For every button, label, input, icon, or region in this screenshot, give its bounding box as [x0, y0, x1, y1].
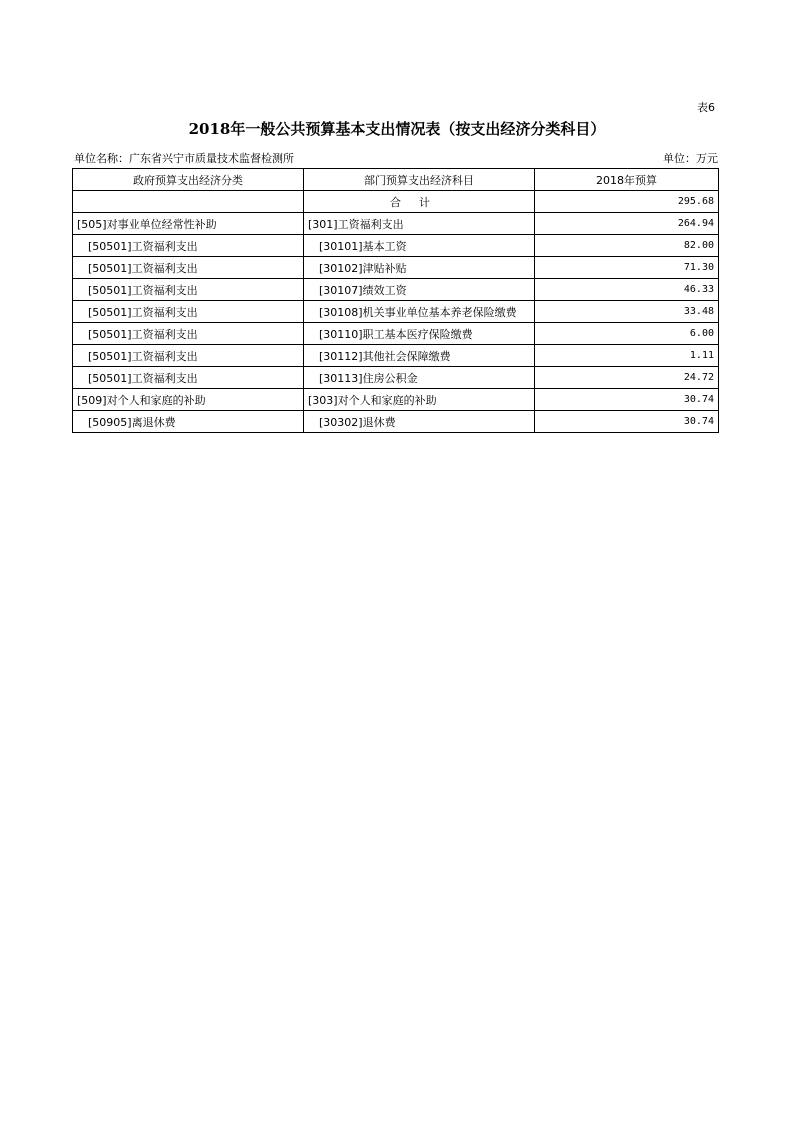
budget-amount-cell: 1.11 — [535, 345, 719, 367]
dept-subject-cell: [30113]住房公积金 — [304, 367, 535, 389]
dept-subject-cell: [303]对个人和家庭的补助 — [304, 389, 535, 411]
dept-subject-cell: [30102]津贴补贴 — [304, 257, 535, 279]
budget-table — [72, 168, 719, 433]
gov-classification-cell: [50501]工资福利支出 — [73, 235, 304, 257]
total-empty-cell — [73, 191, 304, 213]
budget-amount-cell: 33.48 — [535, 301, 719, 323]
document-title: 2018年一般公共预算基本支出情况表（按支出经济分类科目） — [188, 120, 606, 138]
total-row — [73, 191, 719, 213]
unit-info-row — [74, 150, 718, 166]
dept-subject-cell: [301]工资福利支出 — [304, 213, 535, 235]
dept-subject-cell: [30107]绩效工资 — [304, 279, 535, 301]
total-value: 295.68 — [535, 191, 719, 213]
table-row — [73, 279, 719, 301]
table-row — [73, 213, 719, 235]
dept-subject-cell: [30101]基本工资 — [304, 235, 535, 257]
gov-classification-cell: [509]对个人和家庭的补助 — [73, 389, 304, 411]
budget-amount-cell: 30.74 — [535, 389, 719, 411]
table-row — [73, 411, 719, 433]
table-row — [73, 389, 719, 411]
gov-classification-cell: [50501]工资福利支出 — [73, 257, 304, 279]
budget-amount-cell: 6.00 — [535, 323, 719, 345]
table-row — [73, 323, 719, 345]
table-number: 表6 — [697, 101, 715, 114]
budget-amount-cell: 82.00 — [535, 235, 719, 257]
gov-classification-cell: [50501]工资福利支出 — [73, 367, 304, 389]
header-budget-2018: 2018年预算 — [535, 169, 719, 191]
gov-classification-cell: [505]对事业单位经常性补助 — [73, 213, 304, 235]
budget-amount-cell: 24.72 — [535, 367, 719, 389]
budget-amount-cell: 46.33 — [535, 279, 719, 301]
table-header-row — [73, 169, 719, 191]
table-row — [73, 257, 719, 279]
dept-subject-cell: [30108]机关事业单位基本养老保险缴费 — [304, 301, 535, 323]
dept-subject-cell: [30302]退休费 — [304, 411, 535, 433]
gov-classification-cell: [50905]离退休费 — [73, 411, 304, 433]
dept-subject-cell: [30110]职工基本医疗保险缴费 — [304, 323, 535, 345]
gov-classification-cell: [50501]工资福利支出 — [73, 279, 304, 301]
table-row — [73, 301, 719, 323]
table-row — [73, 235, 719, 257]
budget-amount-cell: 30.74 — [535, 411, 719, 433]
budget-amount-cell: 71.30 — [535, 257, 719, 279]
unit-name: 单位名称：广东省兴宁市质量技术监督检测所 — [74, 152, 294, 165]
currency-unit: 单位：万元 — [663, 152, 718, 165]
gov-classification-cell: [50501]工资福利支出 — [73, 301, 304, 323]
gov-classification-cell: [50501]工资福利支出 — [73, 345, 304, 367]
gov-classification-cell: [50501]工资福利支出 — [73, 323, 304, 345]
header-gov-classification: 政府预算支出经济分类 — [73, 169, 304, 191]
budget-amount-cell: 264.94 — [535, 213, 719, 235]
dept-subject-cell: [30112]其他社会保障缴费 — [304, 345, 535, 367]
header-dept-subject: 部门预算支出经济科目 — [304, 169, 535, 191]
total-label: 合计 — [304, 191, 535, 213]
table-row — [73, 367, 719, 389]
table-row — [73, 345, 719, 367]
